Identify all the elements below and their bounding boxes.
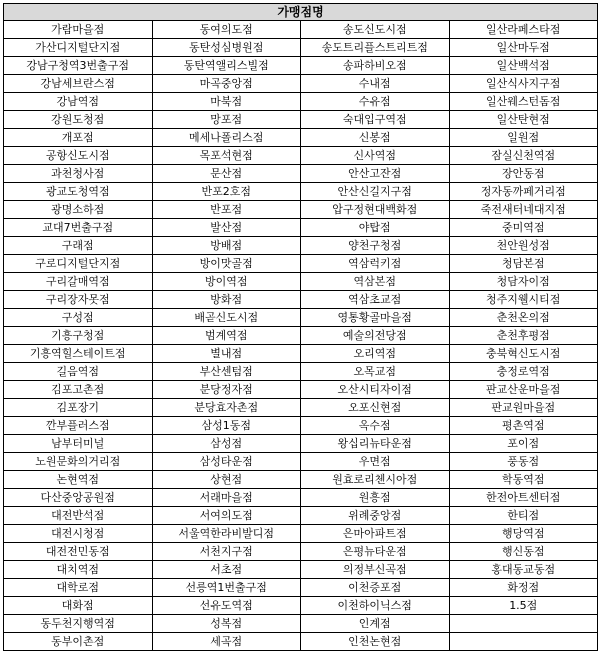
store-name-cell: 광교도청역점 [4,183,153,201]
store-name-cell: 성복점 [152,615,301,633]
store-name-cell: 역삼본점 [301,273,450,291]
table-row [4,147,598,165]
store-name-cell: 정자동까페거리점 [449,183,598,201]
table-title: 가맹점명 [4,4,598,21]
table-row [4,615,598,633]
store-name-cell: 구성점 [4,309,153,327]
store-name-cell: 문산점 [152,165,301,183]
table-row [4,237,598,255]
store-name-cell: 은마아파트점 [301,525,450,543]
store-name-cell: 가산디지털단지점 [4,39,153,57]
store-name-cell: 대전시청점 [4,525,153,543]
table-row [4,291,598,309]
store-name-cell: 인계점 [301,615,450,633]
table-header-row [4,4,598,21]
store-name-table [3,3,598,651]
table-row [4,93,598,111]
store-name-cell: 포이점 [449,435,598,453]
store-name-cell: 대전전민동점 [4,543,153,561]
store-name-cell: 가람마을점 [4,21,153,39]
store-name-cell: 교대7번출구점 [4,219,153,237]
store-name-cell: 위례중앙점 [301,507,450,525]
store-name-cell: 이천하이닉스점 [301,597,450,615]
table-row [4,21,598,39]
store-name-cell: 옥수점 [301,417,450,435]
store-name-cell: 기흥구청점 [4,327,153,345]
store-name-cell: 구리장자못점 [4,291,153,309]
table-row [4,165,598,183]
store-name-cell: 홍대동교동점 [449,561,598,579]
store-name-cell: 구로디지털단지점 [4,255,153,273]
store-name-cell: 구래점 [4,237,153,255]
store-name-cell: 목포석현점 [152,147,301,165]
store-name-cell: 기흥역힐스테이트점 [4,345,153,363]
store-name-cell: 공항신도시점 [4,147,153,165]
table-row [4,345,598,363]
store-name-cell: 메세나폴리스점 [152,129,301,147]
table-row [4,111,598,129]
store-name-cell: 다산중앙공원점 [4,489,153,507]
store-name-cell: 과천청사점 [4,165,153,183]
store-name-cell: 원흥점 [301,489,450,507]
table-row [4,39,598,57]
store-name-cell: 김포장기 [4,399,153,417]
store-name-cell: 일산백석점 [449,57,598,75]
store-name-cell: 서초점 [152,561,301,579]
store-name-cell: 발산점 [152,219,301,237]
store-name-cell: 일산탄현점 [449,111,598,129]
store-name-cell [449,615,598,633]
store-name-cell: 송파하비오점 [301,57,450,75]
store-name-cell: 삼성1동점 [152,417,301,435]
table-row [4,273,598,291]
store-name-cell: 일산마두점 [449,39,598,57]
table-row [4,561,598,579]
store-name-cell: 망포점 [152,111,301,129]
store-name-cell: 안산고잔점 [301,165,450,183]
table-row [4,471,598,489]
store-name-cell: 죽전새터네대지점 [449,201,598,219]
store-name-cell: 배곧신도시점 [152,309,301,327]
store-name-cell: 판교산운마을점 [449,381,598,399]
store-name-cell: 예술의전당점 [301,327,450,345]
table-row [4,129,598,147]
store-name-cell: 세곡점 [152,633,301,651]
store-name-cell: 범계역점 [152,327,301,345]
store-name-cell: 오포신현점 [301,399,450,417]
table-row [4,453,598,471]
store-name-cell: 깐부플러스점 [4,417,153,435]
store-name-cell: 대화점 [4,597,153,615]
table-row [4,543,598,561]
store-name-cell: 마곡중앙점 [152,75,301,93]
store-name-cell: 동두천지행역점 [4,615,153,633]
store-name-cell: 신봉점 [301,129,450,147]
store-name-cell: 은평뉴타운점 [301,543,450,561]
table-row [4,597,598,615]
store-name-cell: 행신동점 [449,543,598,561]
store-name-cell: 분당효자촌점 [152,399,301,417]
table-row [4,399,598,417]
store-name-cell: 상현점 [152,471,301,489]
table-body [4,21,598,651]
store-name-cell: 화정점 [449,579,598,597]
store-name-cell: 논현역점 [4,471,153,489]
store-name-cell: 원효로리첸시아점 [301,471,450,489]
table-row [4,309,598,327]
table-row [4,381,598,399]
store-name-cell: 분당정자점 [152,381,301,399]
store-name-cell: 동탄역앨리스빌점 [152,57,301,75]
store-name-cell: 압구정현대백화점 [301,201,450,219]
store-name-cell: 안산신길지구점 [301,183,450,201]
store-name-cell: 의정부신곡점 [301,561,450,579]
store-name-cell: 신사역점 [301,147,450,165]
store-name-cell: 일산웨스턴돔점 [449,93,598,111]
store-name-cell: 일산라페스타점 [449,21,598,39]
store-name-cell: 송도신도시점 [301,21,450,39]
store-name-cell: 청담본점 [449,255,598,273]
table-row [4,489,598,507]
store-name-cell: 송도트리플스트리트점 [301,39,450,57]
store-name-cell: 반포2호점 [152,183,301,201]
store-name-cell: 방이맛골점 [152,255,301,273]
store-name-cell: 숙대입구역점 [301,111,450,129]
store-name-cell: 평촌역점 [449,417,598,435]
store-name-cell: 수유점 [301,93,450,111]
store-name-cell: 충북혁신도시점 [449,345,598,363]
store-name-cell: 구리갈매역점 [4,273,153,291]
store-name-cell: 행당역점 [449,525,598,543]
store-name-cell: 대치역점 [4,561,153,579]
table-row [4,633,598,651]
store-name-cell: 오목교점 [301,363,450,381]
store-name-cell: 청담자이점 [449,273,598,291]
store-name-cell: 일산식사지구점 [449,75,598,93]
store-name-cell: 1.5점 [449,597,598,615]
store-name-cell: 방화점 [152,291,301,309]
store-name-cell: 별내점 [152,345,301,363]
store-name-cell: 역삼럭키점 [301,255,450,273]
store-name-cell: 천안원성점 [449,237,598,255]
store-name-cell: 한티점 [449,507,598,525]
table-row [4,363,598,381]
store-name-cell: 대전반석점 [4,507,153,525]
store-name-cell: 동여의도점 [152,21,301,39]
store-name-cell: 충정로역점 [449,363,598,381]
store-name-cell: 방배점 [152,237,301,255]
store-name-cell: 반포점 [152,201,301,219]
store-name-cell: 일원점 [449,129,598,147]
store-name-cell: 학동역점 [449,471,598,489]
store-name-cell: 방이역점 [152,273,301,291]
store-name-cell: 서울역한라비발디점 [152,525,301,543]
store-name-cell: 오리역점 [301,345,450,363]
table-row [4,579,598,597]
table-row [4,255,598,273]
store-name-cell: 삼성점 [152,435,301,453]
store-name-cell: 인천논현점 [301,633,450,651]
table-row [4,219,598,237]
table-row [4,525,598,543]
store-name-cell: 서여의도점 [152,507,301,525]
store-name-cell: 서천지구점 [152,543,301,561]
store-name-cell: 강남역점 [4,93,153,111]
store-name-cell: 길음역점 [4,363,153,381]
store-name-cell: 동부이촌점 [4,633,153,651]
store-name-cell: 이천증포점 [301,579,450,597]
store-name-cell: 역삼초교점 [301,291,450,309]
store-name-cell: 춘천후평점 [449,327,598,345]
store-name-cell: 서래마을점 [152,489,301,507]
store-name-cell: 풍동점 [449,453,598,471]
store-name-cell: 김포고촌점 [4,381,153,399]
table-row [4,201,598,219]
store-name-cell: 청주지웰시티점 [449,291,598,309]
table-row [4,57,598,75]
store-name-cell: 영통황골마을점 [301,309,450,327]
store-name-cell: 판교원마을점 [449,399,598,417]
table-row [4,327,598,345]
store-name-cell: 야탑점 [301,219,450,237]
store-name-cell: 선유도역점 [152,597,301,615]
store-name-cell: 노원문화의거리점 [4,453,153,471]
store-name-cell: 오산시티자이점 [301,381,450,399]
store-name-cell: 장안동점 [449,165,598,183]
store-name-cell: 마북점 [152,93,301,111]
store-name-cell: 광명소하점 [4,201,153,219]
store-name-cell: 우면점 [301,453,450,471]
table-row [4,435,598,453]
table-row [4,417,598,435]
store-name-cell: 한전아트센터점 [449,489,598,507]
store-name-cell: 중미역점 [449,219,598,237]
store-name-cell: 삼성타운점 [152,453,301,471]
store-name-cell: 왕십리뉴타운점 [301,435,450,453]
store-table-container [3,3,598,651]
store-name-cell: 동탄성심병원점 [152,39,301,57]
store-name-cell: 양천구청점 [301,237,450,255]
store-name-cell: 남부터미널 [4,435,153,453]
table-row [4,183,598,201]
store-name-cell: 강원도청점 [4,111,153,129]
store-name-cell: 대학로점 [4,579,153,597]
store-name-cell: 부산센텀점 [152,363,301,381]
store-name-cell: 강남세브란스점 [4,75,153,93]
table-row [4,507,598,525]
store-name-cell: 잠실신천역점 [449,147,598,165]
store-name-cell: 강남구청역3번출구점 [4,57,153,75]
store-name-cell [449,633,598,651]
store-name-cell: 수내점 [301,75,450,93]
store-name-cell: 선릉역1번출구점 [152,579,301,597]
store-name-cell: 춘천온의점 [449,309,598,327]
store-name-cell: 개포점 [4,129,153,147]
table-row [4,75,598,93]
